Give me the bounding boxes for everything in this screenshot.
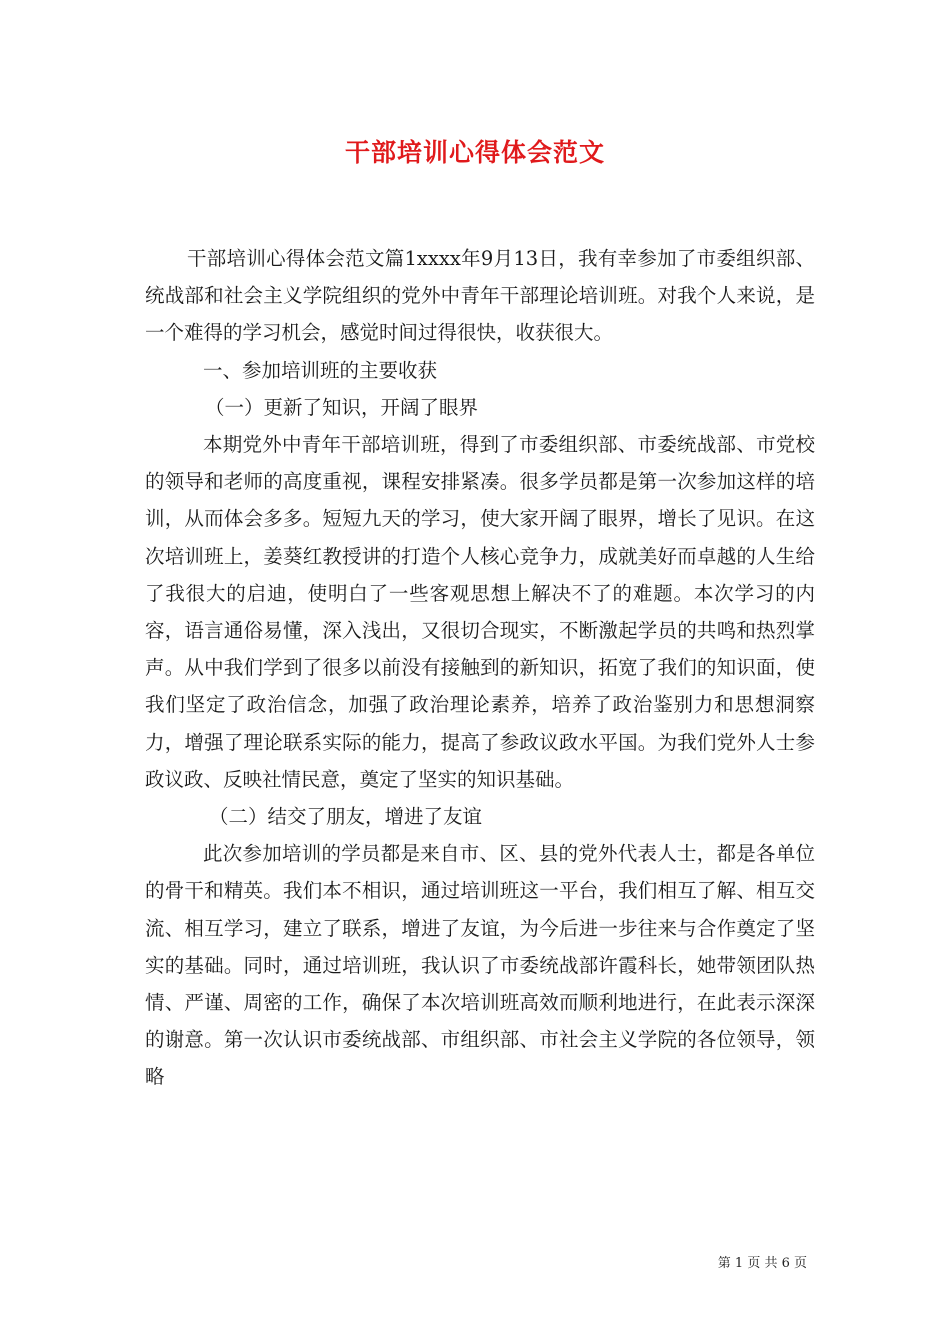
document-body	[145, 240, 815, 1096]
subsection-heading: （一）更新了知识，开阔了眼界	[205, 395, 479, 419]
paragraph-intro: 干部培训心得体会范文篇1xxxx年9月13日，我有幸参加了市委组织部、统战部和社会主义学院组织的党外中青年干部理论培训班。对我个人来说，是一个难得的学习机会，感觉时间过得很快，收获很大。	[145, 247, 815, 345]
page-number: 第 1 页 共 6 页	[717, 1256, 807, 1271]
subsection-heading: （二）结交了朋友，增进了友谊	[209, 805, 483, 829]
paragraph: 本期党外中青年干部培训班，得到了市委组织部、市委统战部、市党校的领导和老师的高度重视，课程安排紧凑。很多学员都是第一次参加这样的培训，从而体会多多。短短九天的学习，使大家开阔了眼界，增长了见识。在这次培训班上，姜葵红教授讲的打造个人核心竞争力，成就美好而卓越的人生给了我很大的启迪，使明白了一些客观思想上解决不了的难题。本次学习的内容，语言通俗易懂，深入浅出，又很切合现实，不断激起学员的共鸣和热烈掌声。从中我们学到了很多以前没有接触到的新知识，拓宽了我们的知识面，使我们坚定了政治信念，加强了政治理论素养，培养了政治鉴别力和思想洞察力，增强了理论联系实际的能力，提高了参政议政水平国。为我们党外人士参政议政、反映社情民意，奠定了坚实的知识基础。	[145, 433, 815, 791]
paragraph: 此次参加培训的学员都是来自市、区、县的党外代表人士，都是各单位的骨干和精英。我们本不相识，通过培训班这一平台，我们相互了解、相互交流、相互学习，建立了联系，增进了友谊，为今后进一步往来与合作奠定了坚实的基础。同时，通过培训班，我认识了市委统战部许霞科长，她带领团队热情、严谨、周密的工作，确保了本次培训班高效而顺利地进行，在此表示深深的谢意。第一次认识市委统战部、市组织部、市社会主义学院的各位领导，领略	[145, 842, 815, 1089]
section-heading: 一、参加培训班的主要收获	[203, 358, 438, 382]
page-title: 干部培训心得体会范文	[344, 138, 605, 167]
